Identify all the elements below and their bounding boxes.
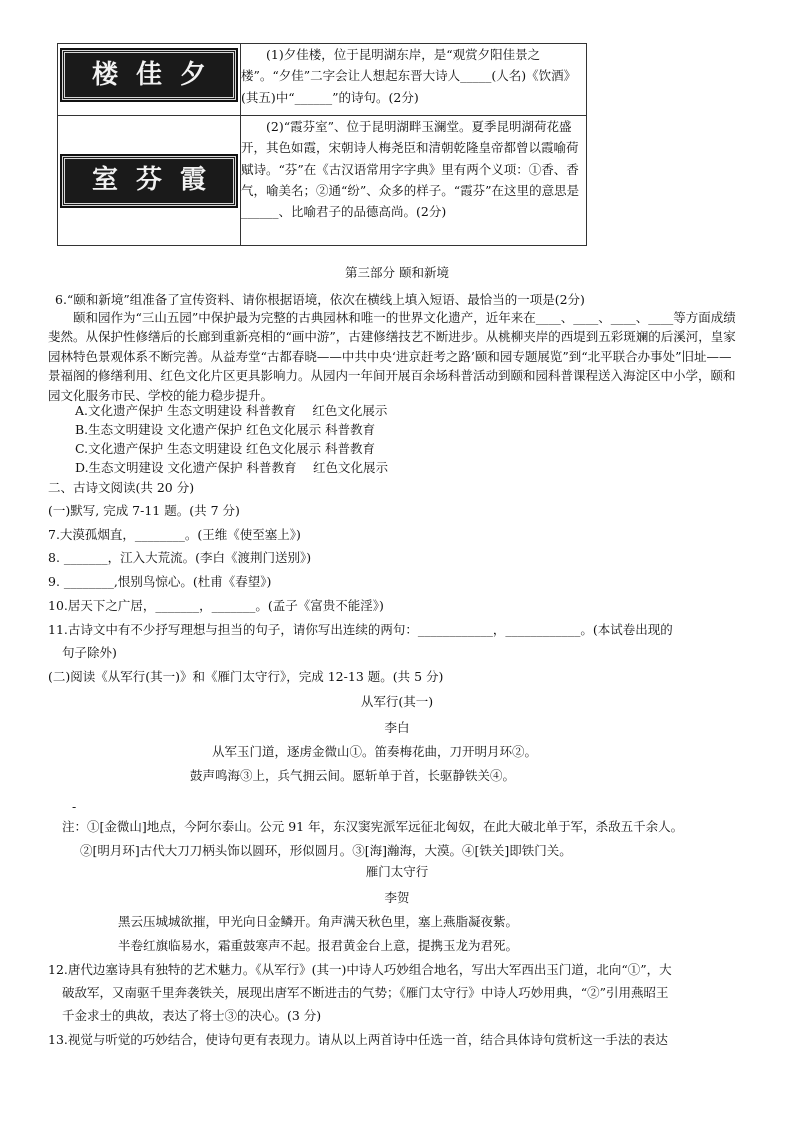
poem2-title: 雁门太守行 xyxy=(365,864,429,879)
plaque-image-xijia xyxy=(62,50,236,100)
plaque-chars: 室芬霞 xyxy=(91,165,224,196)
plaque-image-xiafen xyxy=(62,156,236,206)
plaque-cell-1 xyxy=(58,44,241,116)
sub1-title: (一)默写, 完成 7-11 题。(共 7 分) xyxy=(48,503,240,518)
notes-line2: ②[明月环]古代大刀刀柄头饰以圆环，形似圆月。③[海]瀚海，大漠。④[铁关]即铁门关。 xyxy=(80,843,572,858)
sub2-title: (二)阅读《从军行(其一)》和《雁门太守行》，完成 12-13 题。(共 5 分) xyxy=(48,669,444,684)
plaque-chars: 楼佳夕 xyxy=(91,59,224,90)
q6-stem: 6.“颐和新境”组准备了宣传资料、请你根据语境，依次在横线上填入短语、最恰当的一项是(2分) xyxy=(55,292,585,307)
dash-mark: - xyxy=(72,799,77,814)
poem2-line1: 黑云压城城欲摧，甲光向日金鳞开。角声满天秋色里，塞上燕脂凝夜紫。 xyxy=(118,914,519,929)
q6-option-c: C.文化遗产保护 生态文明建设 红色文化展示 科普教育 xyxy=(75,441,376,456)
notes-line1: 注：①[金微山]地点，今阿尔泰山。公元 91 年，东汉窦宪派军远征北匈奴，在此大破北单于军，杀敌五千余人。 xyxy=(62,819,684,834)
plaque-text-1: (1)夕佳楼，位于昆明湖东岸，是“观赏夕阳佳景之楼”。“夕佳”二字会让人想起东晋大诗人_____(人名)《饮酒》(其五)中“______”的诗句。(2分) xyxy=(241,44,587,116)
plaque-cell-2 xyxy=(58,116,241,246)
poem2-author: 李贺 xyxy=(384,890,410,905)
q6-option-a: A.文化遗产保护 生态文明建设 科普教育 红色文化展示 xyxy=(75,403,388,418)
section-title: 第三部分 颐和新境 xyxy=(345,265,449,280)
poem1-title: 从军行(其一) xyxy=(360,694,434,709)
q13: 13.视觉与听觉的巧妙结合，使诗句更有表现力。请从以上两首诗中任选一首，结合具体诗句赏析这一手法的表达 xyxy=(48,1032,668,1047)
q6-option-b: B.生态文明建设 文化遗产保护 红色文化展示 科普教育 xyxy=(75,422,376,437)
q11-line2: 句子除外) xyxy=(62,645,117,660)
poem1-line2: 鼓声鸣海③上，兵气拥云间。愿斩单于首，长驱静铁关④。 xyxy=(190,768,516,783)
q6-option-d: D.生态文明建设 文化遗产保护 科普教育 红色文化展示 xyxy=(75,460,388,475)
q12-line2: 破敌军，又南驱千里奔袭铁关，展现出唐军不断进击的气势；《雁门太守行》中诗人巧妙用典，“②”引用燕昭王 xyxy=(62,985,669,1000)
poem1-author: 李白 xyxy=(384,720,410,735)
plaque-table xyxy=(57,43,587,246)
q8: 8. _______，江入大荒流。(李白《渡荆门送别》) xyxy=(48,550,312,565)
q6-passage: 颐和园作为“三山五园”中保护最为完整的古典园林和唯一的世界文化遗产，近年来在____、____、____、____等方面成绩斐然。从保护性修缮后的长廊到重新亮相的“画中游”，古建修缮技艺不断进步。从桃柳夹岸的西堤到五彩斑斓的后溪河，皇家园林特色景观体系不断完善。从益寿堂“古都春晓——中共中央‘进京赶考之路’颐和园专题展览”到“北平联合办事处”旧址——景福阁的修缮利用、红色文化片区更具影响力。从园内一年间开展百余场科普活动到颐和园科普课程送入海淀区中小学，颐和园文化服务市民、学校的能力稳步提升。 xyxy=(48,310,736,403)
poem2-line2: 半卷红旗临易水，霜重鼓寒声不起。报君黄金台上意，提携玉龙为君死。 xyxy=(118,938,519,953)
q11-line1: 11.古诗文中有不少抒写理想与担当的句子，请你写出连续的两句：____________，____________。(本试卷出现的 xyxy=(48,622,673,637)
plaque-text-2: (2)“霞芬室”、位于昆明湖畔玉澜堂。夏季昆明湖荷花盛开，其色如霞，宋朝诗人梅尧臣和清朝乾隆皇帝都曾以霞喻荷赋诗。“芬”在《古汉语常用字字典》里有两个义项：①香、香气，喻美名；②通“纷”、众多的样子。“霞芬”在这里的意思是______、比喻君子的品德高尚。(2分) xyxy=(241,116,587,246)
part2-title: 二、古诗文阅读(共 20 分) xyxy=(48,480,195,495)
q12-line1: 12.唐代边塞诗具有独特的艺术魅力。《从军行》(其一)中诗人巧妙组合地名，写出大军西出玉门道，北向“①”，大 xyxy=(48,962,672,977)
q12-line3: 千金求士的典故，表达了将士③的决心。(3 分) xyxy=(62,1008,322,1023)
q10: 10.居天下之广居，_______，_______。(孟子《富贵不能淫》) xyxy=(48,598,384,613)
q7: 7.大漠孤烟直，________。(王维《使至塞上》) xyxy=(48,527,301,542)
q9: 9. ________,恨别鸟惊心。(杜甫《春望》) xyxy=(48,574,272,589)
poem1-line1: 从军玉门道，逐虏金微山①。笛奏梅花曲，刀开明月环②。 xyxy=(212,744,538,759)
